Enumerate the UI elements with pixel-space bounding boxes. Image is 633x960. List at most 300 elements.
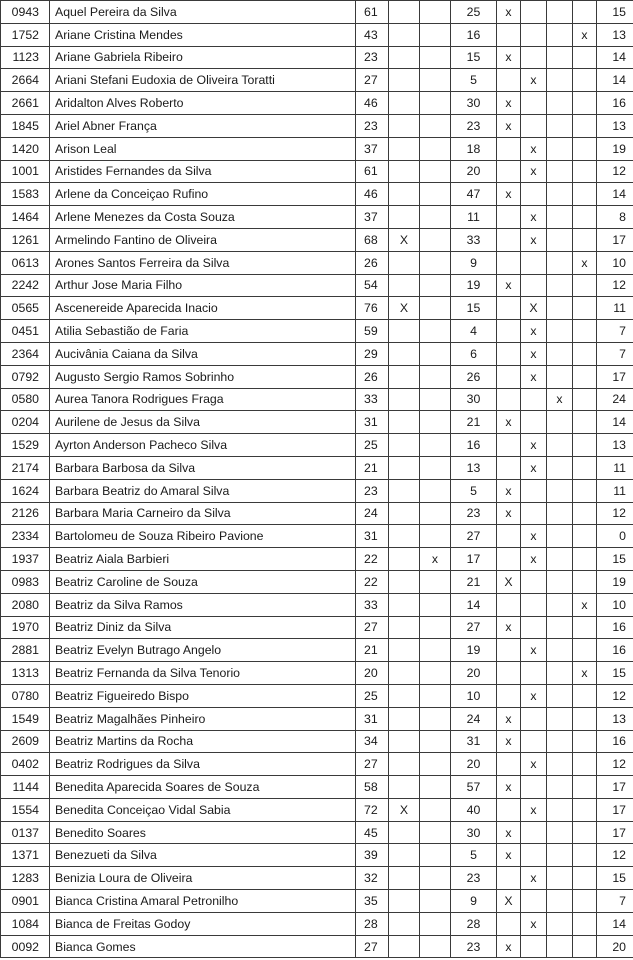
- mark-cell-1: [389, 867, 420, 890]
- mark-cell-1: [389, 912, 420, 935]
- mark-cell-6: [573, 92, 597, 115]
- mark-cell-3: x: [497, 844, 521, 867]
- mark-cell-5: [547, 69, 573, 92]
- age-cell: 45: [356, 821, 389, 844]
- table-row: [1, 46, 633, 69]
- score-cell: 31: [451, 730, 497, 753]
- table-body: [1, 1, 633, 958]
- table-row: [1, 114, 633, 137]
- mark-cell-6: x: [573, 662, 597, 685]
- name-cell: Ariane Cristina Mendes: [50, 23, 356, 46]
- mark-cell-6: [573, 114, 597, 137]
- code-cell: 0092: [1, 935, 50, 958]
- mark-cell-2: [420, 160, 451, 183]
- mark-cell-5: [547, 365, 573, 388]
- total-cell: 12: [597, 502, 633, 525]
- score-cell: 15: [451, 297, 497, 320]
- name-cell: Bianca Cristina Amaral Petronilho: [50, 890, 356, 913]
- mark-cell-3: x: [497, 730, 521, 753]
- mark-cell-6: [573, 798, 597, 821]
- mark-cell-1: [389, 593, 420, 616]
- mark-cell-2: [420, 753, 451, 776]
- age-cell: 27: [356, 935, 389, 958]
- mark-cell-6: [573, 502, 597, 525]
- table-row: [1, 776, 633, 799]
- age-cell: 25: [356, 684, 389, 707]
- table-row: [1, 730, 633, 753]
- total-cell: 15: [597, 662, 633, 685]
- total-cell: 14: [597, 69, 633, 92]
- score-cell: 16: [451, 434, 497, 457]
- score-cell: 27: [451, 616, 497, 639]
- table-row: [1, 912, 633, 935]
- score-cell: 47: [451, 183, 497, 206]
- mark-cell-4: [521, 46, 547, 69]
- age-cell: 27: [356, 69, 389, 92]
- code-cell: 0402: [1, 753, 50, 776]
- mark-cell-5: [547, 821, 573, 844]
- mark-cell-2: [420, 228, 451, 251]
- score-cell: 5: [451, 844, 497, 867]
- mark-cell-2: [420, 434, 451, 457]
- table-row: [1, 183, 633, 206]
- mark-cell-2: [420, 388, 451, 411]
- mark-cell-4: [521, 114, 547, 137]
- mark-cell-5: [547, 593, 573, 616]
- mark-cell-6: [573, 912, 597, 935]
- mark-cell-4: x: [521, 753, 547, 776]
- mark-cell-4: [521, 616, 547, 639]
- table-row: [1, 570, 633, 593]
- name-cell: Beatriz Magalhães Pinheiro: [50, 707, 356, 730]
- mark-cell-3: [497, 912, 521, 935]
- mark-cell-4: x: [521, 69, 547, 92]
- name-cell: Benizia Loura de Oliveira: [50, 867, 356, 890]
- code-cell: 1624: [1, 479, 50, 502]
- mark-cell-6: [573, 821, 597, 844]
- score-cell: 5: [451, 69, 497, 92]
- mark-cell-5: [547, 92, 573, 115]
- mark-cell-5: [547, 274, 573, 297]
- mark-cell-2: [420, 23, 451, 46]
- mark-cell-4: x: [521, 548, 547, 571]
- code-cell: 0983: [1, 570, 50, 593]
- age-cell: 34: [356, 730, 389, 753]
- mark-cell-5: [547, 753, 573, 776]
- mark-cell-4: [521, 935, 547, 958]
- age-cell: 37: [356, 137, 389, 160]
- table-row: [1, 890, 633, 913]
- mark-cell-6: [573, 297, 597, 320]
- mark-cell-4: [521, 844, 547, 867]
- mark-cell-5: [547, 570, 573, 593]
- mark-cell-5: [547, 297, 573, 320]
- table-row: [1, 251, 633, 274]
- mark-cell-2: [420, 707, 451, 730]
- age-cell: 21: [356, 639, 389, 662]
- total-cell: 12: [597, 844, 633, 867]
- mark-cell-5: [547, 434, 573, 457]
- mark-cell-2: [420, 730, 451, 753]
- total-cell: 10: [597, 251, 633, 274]
- table-row: [1, 798, 633, 821]
- mark-cell-3: x: [497, 114, 521, 137]
- mark-cell-1: [389, 251, 420, 274]
- table-row: [1, 434, 633, 457]
- table-row: [1, 935, 633, 958]
- mark-cell-2: [420, 92, 451, 115]
- mark-cell-2: [420, 342, 451, 365]
- code-cell: 1549: [1, 707, 50, 730]
- total-cell: 12: [597, 160, 633, 183]
- total-cell: 20: [597, 935, 633, 958]
- name-cell: Beatriz da Silva Ramos: [50, 593, 356, 616]
- mark-cell-5: [547, 616, 573, 639]
- mark-cell-3: [497, 342, 521, 365]
- mark-cell-2: [420, 46, 451, 69]
- mark-cell-5: [547, 23, 573, 46]
- mark-cell-6: [573, 707, 597, 730]
- mark-cell-6: [573, 616, 597, 639]
- code-cell: 2242: [1, 274, 50, 297]
- score-cell: 27: [451, 525, 497, 548]
- mark-cell-4: [521, 479, 547, 502]
- mark-cell-6: [573, 388, 597, 411]
- mark-cell-6: x: [573, 23, 597, 46]
- mark-cell-6: [573, 228, 597, 251]
- name-cell: Aurea Tanora Rodrigues Fraga: [50, 388, 356, 411]
- mark-cell-6: [573, 1, 597, 24]
- name-cell: Aurilene de Jesus da Silva: [50, 411, 356, 434]
- total-cell: 14: [597, 183, 633, 206]
- mark-cell-1: [389, 821, 420, 844]
- score-cell: 20: [451, 160, 497, 183]
- code-cell: 1261: [1, 228, 50, 251]
- mark-cell-1: [389, 684, 420, 707]
- mark-cell-3: X: [497, 890, 521, 913]
- name-cell: Bianca de Freitas Godoy: [50, 912, 356, 935]
- table-row: [1, 662, 633, 685]
- mark-cell-2: [420, 935, 451, 958]
- total-cell: 12: [597, 274, 633, 297]
- mark-cell-3: [497, 160, 521, 183]
- mark-cell-4: [521, 890, 547, 913]
- score-cell: 25: [451, 1, 497, 24]
- table-row: [1, 69, 633, 92]
- mark-cell-4: x: [521, 867, 547, 890]
- name-cell: Benedito Soares: [50, 821, 356, 844]
- table-row: [1, 502, 633, 525]
- mark-cell-3: [497, 548, 521, 571]
- age-cell: 23: [356, 479, 389, 502]
- mark-cell-4: x: [521, 365, 547, 388]
- mark-cell-4: [521, 776, 547, 799]
- name-cell: Beatriz Martins da Rocha: [50, 730, 356, 753]
- mark-cell-3: [497, 639, 521, 662]
- code-cell: 0613: [1, 251, 50, 274]
- age-cell: 37: [356, 206, 389, 229]
- mark-cell-3: x: [497, 46, 521, 69]
- mark-cell-1: [389, 844, 420, 867]
- mark-cell-6: [573, 639, 597, 662]
- score-cell: 23: [451, 867, 497, 890]
- mark-cell-5: [547, 137, 573, 160]
- score-cell: 15: [451, 46, 497, 69]
- total-cell: 13: [597, 23, 633, 46]
- mark-cell-6: [573, 844, 597, 867]
- age-cell: 22: [356, 548, 389, 571]
- name-cell: Arison Leal: [50, 137, 356, 160]
- code-cell: 0943: [1, 1, 50, 24]
- mark-cell-1: [389, 69, 420, 92]
- mark-cell-4: x: [521, 342, 547, 365]
- code-cell: 1144: [1, 776, 50, 799]
- mark-cell-2: [420, 821, 451, 844]
- mark-cell-5: x: [547, 388, 573, 411]
- name-cell: Barbara Beatriz do Amaral Silva: [50, 479, 356, 502]
- code-cell: 0204: [1, 411, 50, 434]
- code-cell: 1313: [1, 662, 50, 685]
- mark-cell-1: [389, 183, 420, 206]
- mark-cell-5: [547, 707, 573, 730]
- mark-cell-4: [521, 570, 547, 593]
- mark-cell-1: [389, 320, 420, 343]
- total-cell: 12: [597, 753, 633, 776]
- mark-cell-2: [420, 1, 451, 24]
- code-cell: 2364: [1, 342, 50, 365]
- mark-cell-4: [521, 1, 547, 24]
- score-cell: 40: [451, 798, 497, 821]
- table-row: [1, 92, 633, 115]
- mark-cell-4: x: [521, 137, 547, 160]
- total-cell: 14: [597, 46, 633, 69]
- age-cell: 72: [356, 798, 389, 821]
- mark-cell-1: [389, 365, 420, 388]
- mark-cell-6: [573, 274, 597, 297]
- score-cell: 20: [451, 753, 497, 776]
- code-cell: 1937: [1, 548, 50, 571]
- mark-cell-2: [420, 593, 451, 616]
- mark-cell-3: [497, 525, 521, 548]
- table-row: [1, 274, 633, 297]
- total-cell: 16: [597, 639, 633, 662]
- mark-cell-1: [389, 342, 420, 365]
- age-cell: 33: [356, 388, 389, 411]
- code-cell: 0451: [1, 320, 50, 343]
- score-cell: 16: [451, 23, 497, 46]
- mark-cell-3: x: [497, 183, 521, 206]
- mark-cell-5: [547, 479, 573, 502]
- mark-cell-3: [497, 206, 521, 229]
- mark-cell-5: [547, 730, 573, 753]
- age-cell: 43: [356, 23, 389, 46]
- mark-cell-6: [573, 479, 597, 502]
- total-cell: 13: [597, 707, 633, 730]
- mark-cell-6: x: [573, 593, 597, 616]
- age-cell: 20: [356, 662, 389, 685]
- age-cell: 31: [356, 411, 389, 434]
- age-cell: 68: [356, 228, 389, 251]
- mark-cell-6: [573, 525, 597, 548]
- mark-cell-1: [389, 274, 420, 297]
- score-cell: 19: [451, 274, 497, 297]
- mark-cell-3: [497, 684, 521, 707]
- mark-cell-1: [389, 92, 420, 115]
- mark-cell-2: [420, 639, 451, 662]
- mark-cell-4: x: [521, 228, 547, 251]
- code-cell: 0901: [1, 890, 50, 913]
- mark-cell-4: x: [521, 456, 547, 479]
- code-cell: 2609: [1, 730, 50, 753]
- mark-cell-5: [547, 1, 573, 24]
- mark-cell-1: [389, 662, 420, 685]
- mark-cell-3: x: [497, 616, 521, 639]
- code-cell: 1529: [1, 434, 50, 457]
- mark-cell-6: [573, 776, 597, 799]
- mark-cell-4: x: [521, 320, 547, 343]
- table-row: [1, 342, 633, 365]
- name-cell: Aridalton Alves Roberto: [50, 92, 356, 115]
- table-row: [1, 753, 633, 776]
- mark-cell-5: [547, 798, 573, 821]
- name-cell: Bianca Gomes: [50, 935, 356, 958]
- mark-cell-4: [521, 274, 547, 297]
- age-cell: 23: [356, 46, 389, 69]
- code-cell: 2174: [1, 456, 50, 479]
- total-cell: 7: [597, 342, 633, 365]
- code-cell: 0580: [1, 388, 50, 411]
- age-cell: 23: [356, 114, 389, 137]
- mark-cell-2: [420, 456, 451, 479]
- table-row: [1, 137, 633, 160]
- total-cell: 14: [597, 411, 633, 434]
- mark-cell-6: [573, 160, 597, 183]
- mark-cell-3: x: [497, 502, 521, 525]
- age-cell: 26: [356, 251, 389, 274]
- score-cell: 33: [451, 228, 497, 251]
- mark-cell-1: [389, 23, 420, 46]
- score-cell: 4: [451, 320, 497, 343]
- total-cell: 10: [597, 593, 633, 616]
- mark-cell-4: x: [521, 798, 547, 821]
- mark-cell-2: [420, 912, 451, 935]
- code-cell: 2080: [1, 593, 50, 616]
- mark-cell-4: [521, 730, 547, 753]
- table-row: [1, 525, 633, 548]
- age-cell: 54: [356, 274, 389, 297]
- score-cell: 13: [451, 456, 497, 479]
- mark-cell-5: [547, 160, 573, 183]
- mark-cell-5: [547, 776, 573, 799]
- name-cell: Augusto Sergio Ramos Sobrinho: [50, 365, 356, 388]
- total-cell: 12: [597, 684, 633, 707]
- score-cell: 57: [451, 776, 497, 799]
- table-row: [1, 365, 633, 388]
- code-cell: 1970: [1, 616, 50, 639]
- mark-cell-4: x: [521, 912, 547, 935]
- mark-cell-4: x: [521, 160, 547, 183]
- mark-cell-2: [420, 365, 451, 388]
- mark-cell-4: x: [521, 434, 547, 457]
- score-cell: 6: [451, 342, 497, 365]
- code-cell: 2881: [1, 639, 50, 662]
- mark-cell-1: [389, 1, 420, 24]
- total-cell: 15: [597, 548, 633, 571]
- score-cell: 9: [451, 890, 497, 913]
- name-cell: Ariani Stefani Eudoxia de Oliveira Toratti: [50, 69, 356, 92]
- mark-cell-6: [573, 867, 597, 890]
- total-cell: 19: [597, 137, 633, 160]
- mark-cell-6: x: [573, 251, 597, 274]
- table-row: [1, 228, 633, 251]
- mark-cell-1: [389, 525, 420, 548]
- mark-cell-2: [420, 411, 451, 434]
- mark-cell-3: [497, 867, 521, 890]
- mark-cell-2: [420, 320, 451, 343]
- age-cell: 24: [356, 502, 389, 525]
- mark-cell-6: [573, 320, 597, 343]
- mark-cell-2: [420, 137, 451, 160]
- mark-cell-2: [420, 867, 451, 890]
- name-cell: Barbara Maria Carneiro da Silva: [50, 502, 356, 525]
- code-cell: 1123: [1, 46, 50, 69]
- code-cell: 1752: [1, 23, 50, 46]
- score-cell: 30: [451, 92, 497, 115]
- score-cell: 30: [451, 821, 497, 844]
- mark-cell-3: x: [497, 776, 521, 799]
- mark-cell-3: [497, 69, 521, 92]
- age-cell: 21: [356, 456, 389, 479]
- mark-cell-2: [420, 69, 451, 92]
- mark-cell-3: [497, 297, 521, 320]
- mark-cell-3: [497, 388, 521, 411]
- age-cell: 61: [356, 160, 389, 183]
- mark-cell-4: x: [521, 525, 547, 548]
- table-row: [1, 297, 633, 320]
- table-row: [1, 639, 633, 662]
- mark-cell-5: [547, 502, 573, 525]
- score-cell: 10: [451, 684, 497, 707]
- total-cell: 16: [597, 730, 633, 753]
- mark-cell-5: [547, 320, 573, 343]
- table-row: [1, 320, 633, 343]
- table-row: [1, 844, 633, 867]
- name-cell: Arones Santos Ferreira da Silva: [50, 251, 356, 274]
- name-cell: Barbara Barbosa da Silva: [50, 456, 356, 479]
- mark-cell-6: [573, 935, 597, 958]
- mark-cell-3: [497, 137, 521, 160]
- age-cell: 35: [356, 890, 389, 913]
- name-cell: Arthur Jose Maria Filho: [50, 274, 356, 297]
- code-cell: 1084: [1, 912, 50, 935]
- mark-cell-1: [389, 388, 420, 411]
- name-cell: Atilia Sebastião de Faria: [50, 320, 356, 343]
- mark-cell-6: [573, 46, 597, 69]
- age-cell: 26: [356, 365, 389, 388]
- mark-cell-2: [420, 502, 451, 525]
- mark-cell-1: [389, 616, 420, 639]
- mark-cell-2: [420, 798, 451, 821]
- age-cell: 31: [356, 525, 389, 548]
- mark-cell-3: [497, 593, 521, 616]
- mark-cell-1: [389, 890, 420, 913]
- code-cell: 1001: [1, 160, 50, 183]
- age-cell: 58: [356, 776, 389, 799]
- total-cell: 17: [597, 798, 633, 821]
- table-row: [1, 160, 633, 183]
- mark-cell-5: [547, 46, 573, 69]
- mark-cell-4: [521, 92, 547, 115]
